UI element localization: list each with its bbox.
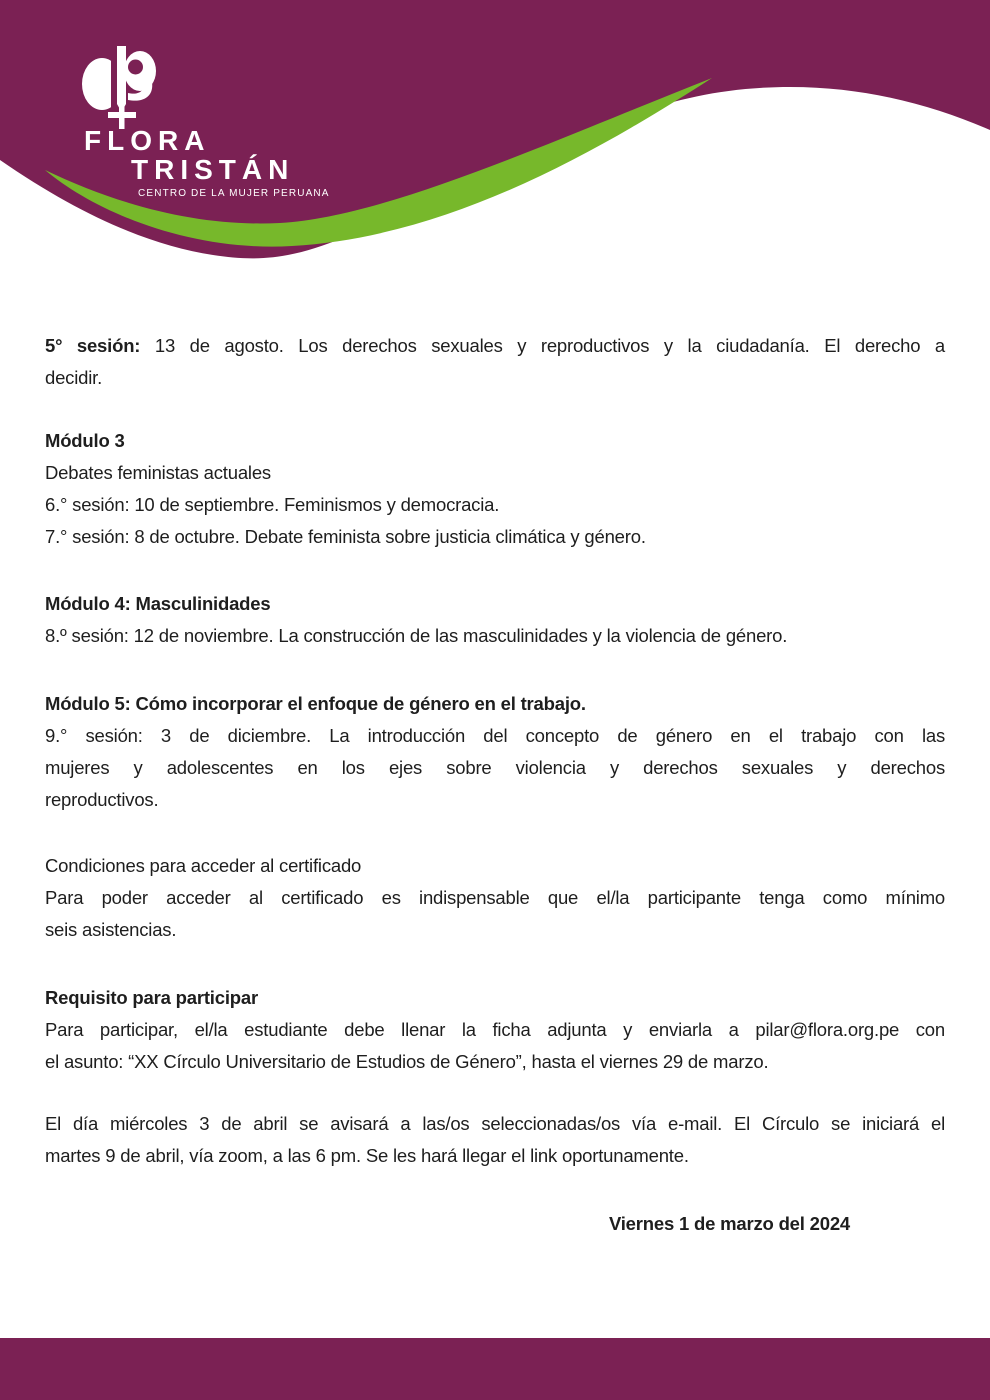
document-body <box>45 330 945 1240</box>
certificate-heading: Condiciones para acceder al certificado <box>45 855 362 876</box>
module4-heading: Módulo 4: Masculinidades <box>45 593 271 614</box>
requirements-line: el asunto: “XX Círculo Universitario de Estudios de Género”, hasta el viernes 29 de marzo. <box>45 1051 769 1072</box>
session5-paragraph <box>45 330 945 394</box>
session6-line: 6.° sesión: 10 de septiembre. Feminismos y democracia. <box>45 494 500 515</box>
requirements-line: Para participar, el/la estudiante debe llenar la ficha adjunta y enviarla a pilar@flora.org.pe con <box>45 1019 945 1040</box>
session9-line: mujeres y adolescentes en los ejes sobre violencia y derechos sexuales y derechos <box>45 757 945 778</box>
paragraph-line: decidir. <box>45 367 103 388</box>
module5-section <box>45 688 945 816</box>
module4-section <box>45 588 945 652</box>
logo-subtitle: CENTRO DE LA MUJER PERUANA <box>138 188 330 199</box>
certificate-line: Para poder acceder al certificado es indispensable que el/la participante tenga como mínimo <box>45 887 945 908</box>
requirements-heading: Requisito para participar <box>45 987 258 1008</box>
session5-label: 5° sesión: <box>45 335 141 356</box>
module3-heading: Módulo 3 <box>45 430 125 451</box>
paragraph-line <box>45 330 945 362</box>
footer-band <box>0 1338 990 1400</box>
notice-paragraph <box>45 1108 945 1172</box>
requirements-section <box>45 982 945 1078</box>
module3-section <box>45 425 945 553</box>
logo-title-line2: TRISTÁN <box>131 154 295 185</box>
module5-heading: Módulo 5: Cómo incorporar el enfoque de género en el trabajo. <box>45 693 586 714</box>
header-banner <box>0 0 990 270</box>
notice-line: martes 9 de abril, vía zoom, a las 6 pm. Se les hará llegar el link oportunamente. <box>45 1145 689 1166</box>
module3-topic: Debates feministas actuales <box>45 462 271 483</box>
session7-line: 7.° sesión: 8 de octubre. Debate feminista sobre justicia climática y género. <box>45 526 646 547</box>
certificate-section <box>45 850 945 946</box>
session5-text: 13 de agosto. Los derechos sexuales y reproductivos y la ciudadanía. El derecho a <box>140 335 945 356</box>
document-date: Viernes 1 de marzo del 2024 <box>608 1213 850 1234</box>
session8-line: 8.º sesión: 12 de noviembre. La construcción de las masculinidades y la violencia de género. <box>45 625 788 646</box>
session9-line: reproductivos. <box>45 789 159 810</box>
logo-title-line1: FLORA <box>84 125 211 156</box>
session9-line: 9.° sesión: 3 de diciembre. La introducción del concepto de género en el trabajo con las <box>45 725 945 746</box>
notice-line: El día miércoles 3 de abril se avisará a las/os seleccionadas/os vía e-mail. El Círculo se iniciará el <box>45 1113 945 1134</box>
certificate-line: seis asistencias. <box>45 919 177 940</box>
